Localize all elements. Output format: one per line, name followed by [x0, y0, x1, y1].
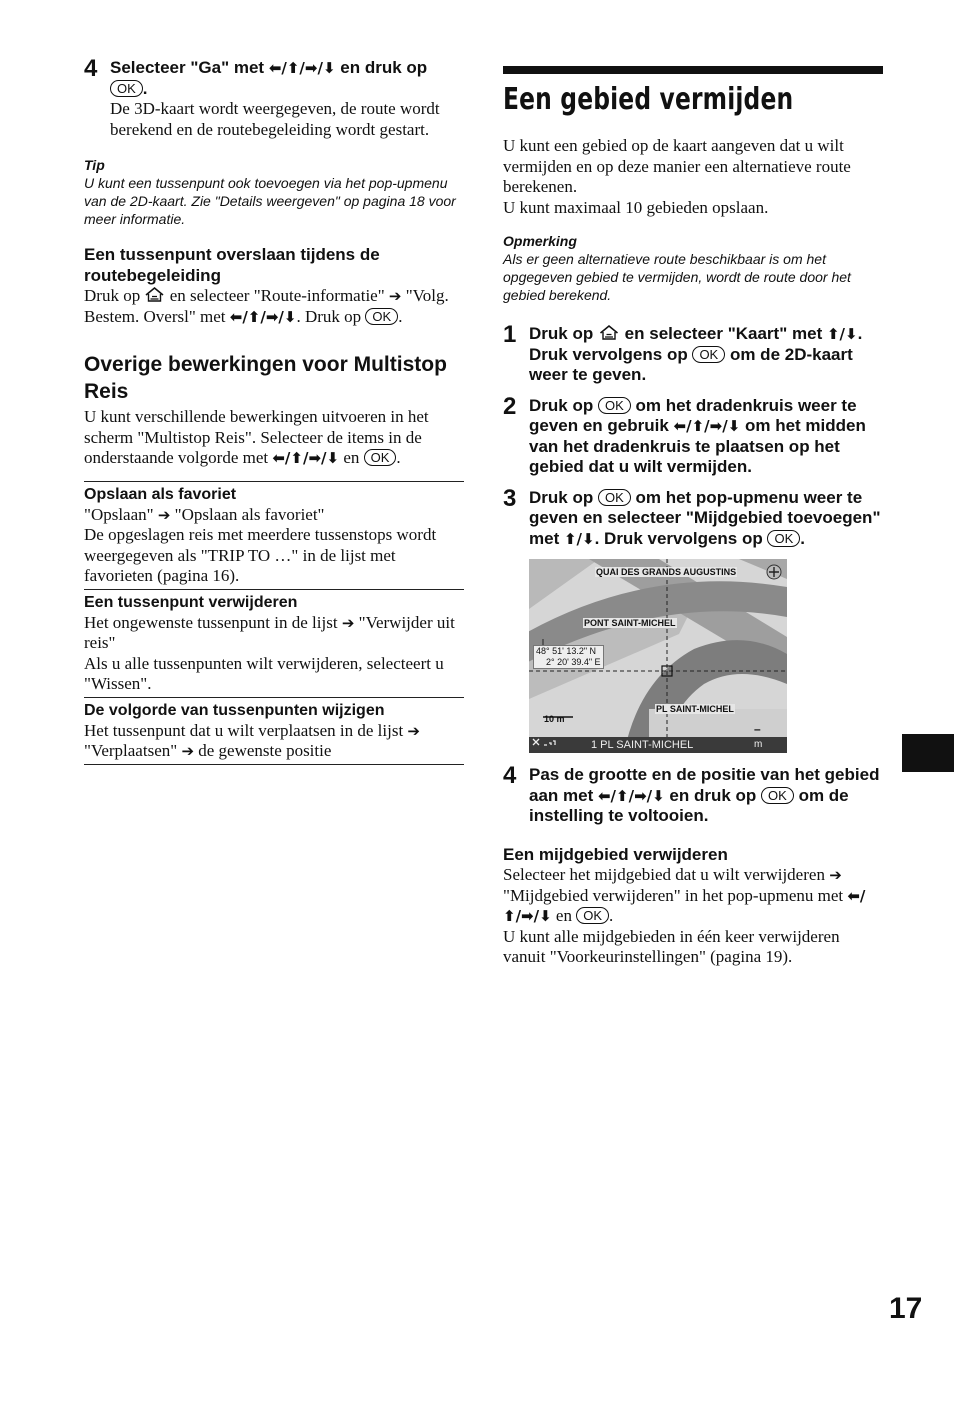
- step-description: De 3D-kaart wordt weergegeven, de route wordt berekend en de routebegeleiding wordt gestart.: [110, 99, 440, 139]
- operations-table: [84, 481, 464, 765]
- step-instruction: Druk op en selecteer "Kaart" met ⬆/⬇. Druk vervolgens op OK om de 2D-kaart weer te geven.: [529, 324, 863, 384]
- note-text: Als er geen alternatieve route beschikbaar is om het opgegeven gebied te vermijden, wordt de route door het gebied berekend.: [503, 251, 851, 303]
- table-row-heading: Opslaan als favoriet: [84, 485, 237, 503]
- table-row: [84, 589, 464, 697]
- direction-arrows-icon: ⬅/⬆/➡/⬇: [503, 886, 866, 925]
- step-4-select-go: [84, 55, 464, 140]
- map-status-text: 1 PL SAINT-MICHEL: [591, 739, 694, 751]
- step-4: [503, 762, 883, 827]
- ok-button-icon: OK: [365, 308, 398, 325]
- table-row-text: Het tussenpunt dat u wilt verplaatsen in de lijst ➔ "Verplaatsen" ➔ de gewenste positie: [84, 720, 420, 760]
- tip-title: Tip: [84, 157, 105, 173]
- remove-avoid-area-section: [503, 845, 883, 968]
- skip-waypoint-heading: Een tussenpunt overslaan tijdens de routebegeleiding: [84, 245, 380, 285]
- direction-arrows-icon: ⬅/⬆/➡/⬇: [673, 417, 741, 435]
- table-row-extra: De opgeslagen reis met meerdere tussenstops wordt weergegeven als "TRIP TO …" in de lijst met favorieten (pagina 16).: [84, 525, 437, 585]
- left-column: [84, 55, 464, 765]
- step-number: 4: [503, 762, 517, 789]
- intro-limit-text: U kunt maximaal 10 gebieden opslaan.: [503, 197, 769, 217]
- step-instruction: Druk op OK om het pop-upmenu weer te geven en selecteer "Mijdgebied toevoegen" met ⬆/⬇. Druk vervolgens op OK .: [529, 487, 881, 548]
- table-row: [84, 481, 464, 589]
- menu-home-icon: [144, 286, 165, 305]
- other-operations-section: [84, 351, 464, 469]
- map-status-unit: m: [754, 739, 763, 750]
- direction-arrows-icon: ⬆/⬇: [826, 325, 858, 343]
- ok-button-icon: OK: [767, 530, 800, 547]
- map-screenshot: [529, 559, 787, 753]
- map-scale: 10 m: [544, 714, 565, 724]
- arrow-right-icon: ➔: [341, 613, 355, 632]
- other-operations-text: U kunt verschillende bewerkingen uitvoeren in het scherm "Multistop Reis". Selecteer de items in de onderstaande volgorde met ⬅/⬆/➡/⬇ en OK .: [84, 407, 429, 467]
- direction-arrows-icon: ⬅/⬆/➡/⬇: [268, 59, 336, 77]
- table-row-heading: Een tussenpunt verwijderen: [84, 593, 298, 611]
- step-1: [503, 321, 883, 386]
- coordinate-latitude: 48° 51' 13.2" N: [536, 646, 597, 656]
- ok-button-icon: OK: [598, 397, 631, 414]
- table-row: [84, 697, 464, 764]
- step-number: 4: [84, 55, 98, 82]
- page-number: 17: [889, 1292, 923, 1325]
- arrow-right-icon: ➔: [829, 866, 842, 884]
- ok-button-icon: OK: [598, 489, 631, 506]
- step-3: [503, 484, 883, 550]
- table-row-heading: De volgorde van tussenpunten wijzigen: [84, 701, 385, 719]
- right-column: [503, 66, 883, 968]
- table-bottom-rule: [84, 764, 464, 765]
- ok-button-icon: OK: [364, 449, 397, 466]
- ok-button-icon: OK: [761, 787, 794, 804]
- step-2: [503, 392, 883, 478]
- other-operations-heading: Overige bewerkingen voor Multistop Reis: [84, 353, 447, 403]
- step-instruction: Pas de grootte en de positie van het gebied aan met ⬅/⬆/➡/⬇ en druk op OK om de instelling te voltooien.: [529, 765, 880, 825]
- title-rule: [503, 66, 883, 74]
- note-title: Opmerking: [503, 233, 577, 249]
- map-coordinates: [533, 645, 604, 669]
- arrow-right-icon: ➔: [407, 721, 420, 740]
- map-status-dash: –: [754, 722, 761, 736]
- section-tab-marker: [902, 734, 954, 772]
- intro-text: U kunt een gebied op de kaart aangeven dat u wilt vermijden en op deze manier een alternatieve route berekenen.: [503, 136, 851, 196]
- skip-waypoint-text: Druk op en selecteer "Route-informatie" ➔ "Volg. Bestem. Oversl" met ⬅/⬆/➡/⬇. Druk op OK .: [84, 286, 449, 326]
- map-label-mid: PONT SAINT-MICHEL: [584, 618, 676, 628]
- map-label-low: PL SAINT-MICHEL: [656, 704, 734, 714]
- step-instruction: Druk op OK om het dradenkruis weer te geven en gebruik ⬅/⬆/➡/⬇ om het midden van het dradenkruis te plaatsen op het gebied dat u wilt vermijden.: [529, 395, 866, 476]
- table-row-text: Het ongewenste tussenpunt in de lijst ➔ "Verwijder uit reis": [84, 612, 455, 652]
- tip-text: U kunt een tussenpunt ook toevoegen via het pop-upmenu van de 2D-kaart. Zie "Details weergeven" op pagina 18 voor meer informatie.: [84, 175, 456, 227]
- tip-box: [84, 156, 464, 228]
- page-title: Een gebied vermijden: [503, 82, 794, 117]
- ok-button-icon: OK: [576, 907, 609, 924]
- step-number: 2: [503, 392, 517, 420]
- coordinate-longitude: 2° 20' 39.4" E: [546, 657, 601, 667]
- ok-button-icon: OK: [110, 80, 143, 97]
- direction-arrows-icon: ⬅/⬆/➡/⬇: [229, 307, 297, 326]
- direction-arrows-icon: ⬆/⬇: [563, 529, 595, 548]
- direction-arrows-icon: ⬅/⬆/➡/⬇: [597, 786, 665, 805]
- remove-all-text: U kunt alle mijdgebieden in één keer verwijderen vanuit "Voorkeurinstellingen" (pagina 19).: [503, 926, 840, 966]
- direction-arrows-icon: ⬅/⬆/➡/⬇: [272, 449, 340, 467]
- skip-waypoint-section: [84, 245, 464, 327]
- step-number: 1: [503, 321, 517, 348]
- remove-avoid-area-heading: Een mijdgebied verwijderen: [503, 844, 728, 864]
- arrow-right-icon: ➔: [157, 505, 171, 524]
- ok-button-icon: OK: [692, 346, 725, 363]
- step-number: 3: [503, 484, 517, 512]
- step-instruction: Selecteer "Ga" met ⬅/⬆/➡/⬇ en druk op OK .: [110, 58, 428, 98]
- table-row-text: "Opslaan" ➔ "Opslaan als favoriet": [84, 504, 325, 524]
- remove-avoid-area-text: Selecteer het mijdgebied dat u wilt verwijderen ➔ "Mijdgebied verwijderen" in het pop-upmenu met ⬅/⬆/➡/⬇ en OK .: [503, 865, 866, 925]
- map-label-top: QUAI DES GRANDS AUGUSTINS: [596, 567, 737, 577]
- table-row-extra: Als u alle tussenpunten wilt verwijderen, selecteert u "Wissen".: [84, 653, 444, 693]
- arrow-right-icon: ➔: [388, 287, 402, 305]
- arrow-right-icon: ➔: [181, 742, 195, 760]
- note-box: [503, 232, 883, 304]
- menu-home-icon: [598, 324, 620, 343]
